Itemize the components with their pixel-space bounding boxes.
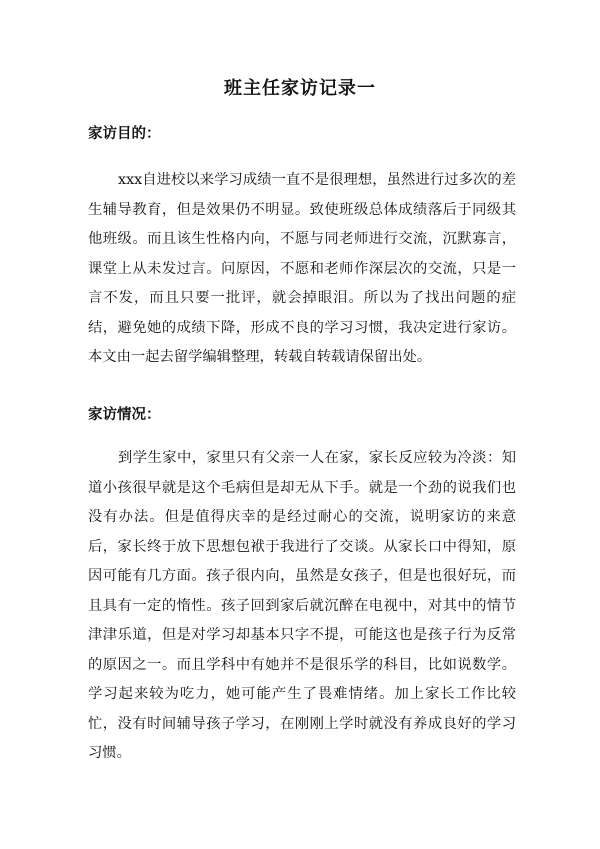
page-title: 班主任家访记录一 [224, 78, 376, 99]
section-body-purpose: xxx自进校以来学习成绩一直不是很理想，虽然进行过多次的差生辅导教育，但是效果仍不明显。致使班级总体成绩落后于同级其他班级。而且该生性格内向，不愿与同老师进行交流，沉默寡言，课堂上从未发过言。问原因，不愿和老师作深层次的交流，只是一言不发，而且只要一批评，就会掉眼泪。所以为了找出问题的症结，避免她的成绩下降，形成不良的学习习惯，我决定进行家访。本文由一起去留学编辑整理，转载自转载请保留出处。 [88, 172, 516, 365]
section-heading-purpose: 家访目的： [88, 126, 161, 142]
section-heading-situation: 家访情况： [88, 407, 161, 423]
section-body-situation: 到学生家中，家里只有父亲一人在家，家长反应较为冷淡：知道小孩很早就是这个毛病但是却无从下手。就是一个劲的说我们也没有办法。但是值得庆幸的是经过耐心的交流，说明家访的来意后，家长终于放下思想包袱于我进行了交谈。从家长口中得知，原因可能有几方面。孩子很内向，虽然是女孩子，但是也很好玩，而且具有一定的惰性。孩子回到家后就沉醉在电视中，对其中的情节津津乐道，但是对学习却基本只字不提，可能这也是孩子行为反常的原因之一。而且学科中有她并不是很乐学的科目，比如说数学。学习起来较为吃力，她可能产生了畏难情绪。加上家长工作比较忙，没有时间辅导孩子学习，在刚刚上学时就没有养成良好的学习习惯。 [88, 450, 516, 761]
